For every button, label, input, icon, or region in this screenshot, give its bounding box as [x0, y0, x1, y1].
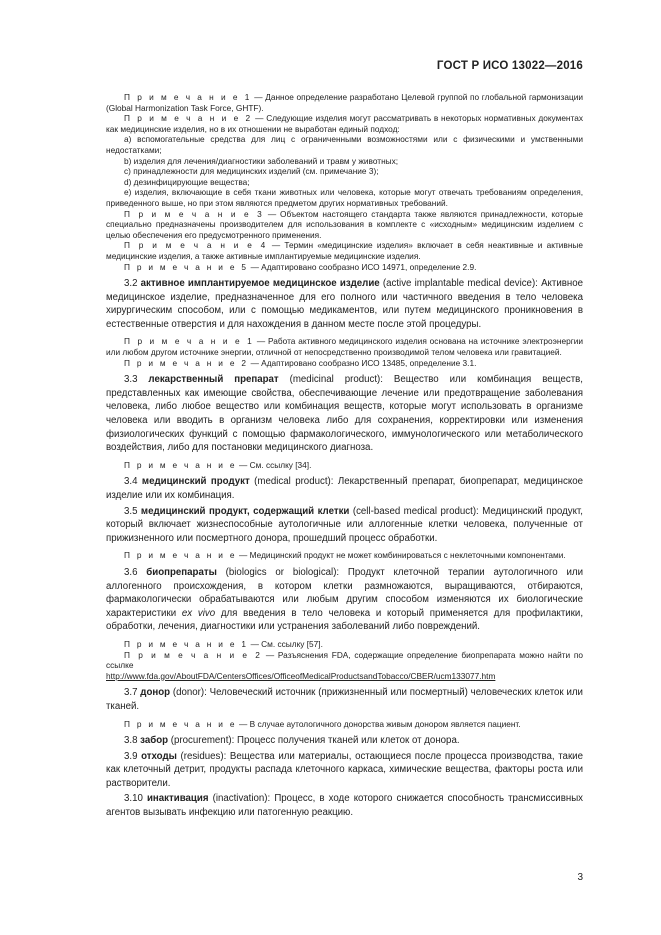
term-title: забор [140, 735, 169, 747]
note-label: П р и м е ч а н и е 3 [124, 208, 264, 219]
note-label: П р и м е ч а н и е [124, 718, 237, 729]
note-text: — Работа активного медицинского изделия основана на источнике электроэнергии или любом другом источнике энергии, отличной от непосредственно производимой телом человека или гравитацией. [106, 336, 583, 358]
term-number: 3.7 [124, 687, 141, 699]
list-item: b) изделия для лечения/диагностики заболеваний и травм у животных; [124, 155, 399, 166]
definition-3-7 [106, 686, 583, 713]
term-number: 3.4 [124, 476, 142, 488]
term-text: (donor): Человеческий источник (прижизненный или посмертный) человеческих клеток или тканей. [106, 687, 583, 712]
note-text: — Следующие изделия могут рассматривать в некоторых нормативных документах как медицинские изделия, но в их отношении не выработан единый подход: [106, 113, 583, 134]
term-number: 3.8 [124, 735, 141, 747]
term-text: (biologics or biological): Продукт клеточной терапии аутологичного или аллогенного происхождения, в котором клетки размножаются, выращиваются, отбираются, фармакологически обрабатываются или любым другим способом изменяются их биологические характеристики [106, 566, 583, 619]
note-text: — Данное определение разработано Целевой группой по глобальной гармонизации (Global Harmonization Task Force, GHTF). [106, 92, 583, 113]
note-text: — Медицинский продукт не может комбинироваться с неклеточными компонентами. [236, 550, 566, 561]
note-label: П р и м е ч а н и е 5 [124, 261, 249, 272]
term-title: медицинский продукт [141, 476, 250, 488]
term-text: (residues): Вещества или материалы, остающиеся после процесса производства, такие как клеточный детрит, продукты распада клеточного каркаса, химические вещества, факторы роста или растворители. [106, 750, 583, 789]
definition-3-4 [106, 475, 583, 502]
term-text: (active implantable medical device): Активное медицинское изделие, предназначенное для его полного или частичного введения в тело человека хирургическим способом, или с помощью медикаментов, или путем медицинского проникновения в естественные отверстия и для нахождения в данном месте после этой процедуры. [106, 278, 583, 330]
term-number: 3.5 [124, 505, 141, 517]
term-title: активное имплантируемое медицинское изделие [140, 278, 380, 290]
page-number: 3 [577, 872, 583, 883]
term-title: биопрепараты [146, 566, 217, 578]
note-text: — Адаптировано сообразно ИСО 14971, определение 2.9. [248, 261, 477, 272]
definition-3-3 [106, 373, 583, 455]
term-number: 3.3 [124, 374, 149, 386]
note-text: — Разъяснения FDA, содержащие определение биопрепарата можно найти по ссылке [106, 649, 583, 671]
note-label: П р и м е ч а н и е 2 [124, 357, 249, 368]
note [106, 209, 583, 241]
note [106, 113, 583, 134]
note-text: — Адаптировано сообразно ИСО 13485, определение 3.1. [248, 357, 477, 368]
definition-3-10 [106, 792, 583, 819]
term-title: отходы [141, 750, 177, 762]
note [106, 550, 583, 561]
note-label: П р и м е ч а н и е 2 [124, 113, 253, 124]
term-text: (cell-based medical product): Медицинский продукт, который включает жизнеспособные аутологичные или аллогенные клетки человека, полученные от прижизненного или посмертного донора, прошедший процесс обработки. [106, 505, 583, 544]
list-item: c) принадлежности для медицинских изделий (см. примечание 3); [124, 166, 379, 177]
list-item: d) дезинфицирующие вещества; [124, 176, 250, 187]
term-title: донор [140, 687, 171, 699]
note [106, 650, 583, 671]
note [106, 92, 583, 113]
definition-3-8 [106, 734, 583, 748]
note-text: — В случае аутологичного донорства живым донором является пациент. [236, 718, 521, 729]
note-label: П р и м е ч а н и е [124, 550, 237, 561]
note-label: П р и м е ч а н и е 1 [124, 92, 252, 102]
note [106, 240, 583, 261]
term-number: 3.9 [124, 750, 142, 762]
term-title: лекарственный препарат [148, 374, 279, 386]
note-text: — Объектом настоящего стандарта также являются принадлежности, которые специально предназначены производителем для использования в комплекте с «исходным» медицинским изделием с целью обеспечения его предусмотренного применения. [106, 208, 584, 240]
note-label: П р и м е ч а н и е 1 [124, 638, 249, 649]
note-label: П р и м е ч а н и е 2 [124, 649, 263, 660]
standard-header: ГОСТ Р ИСО 13022—2016 [436, 60, 583, 72]
term-number: 3.10 [124, 793, 147, 805]
term-title: инактивация [146, 793, 209, 805]
definition-3-5 [106, 505, 583, 546]
note [106, 460, 583, 471]
note [106, 358, 583, 369]
definition-3-9 [106, 750, 583, 791]
note [106, 262, 583, 273]
definition-3-6 [106, 566, 583, 634]
term-number: 3.6 [124, 566, 147, 578]
term-text: для введения в тело человека и который применяется для профилактики, обработки, лечения, диагностики или устранения заболеваний либо повреждений. [106, 607, 584, 633]
note-label: П р и м е ч а н и е [124, 459, 237, 470]
term-text: (medicinal product): Вещество или комбинация веществ, представленных как имеющие свойства, обеспечивающие лечение или предотвращение заболевания человека, либо любое вещество или комбинация веществ, которые могут использовать в организме человека или вводить в организм человека либо для сохранения, корректировки или изменения физиологических функций с помощью фармакологического, иммунологического или метаболического воздействия, либо для постановки медицинского диагноза. [106, 374, 583, 454]
term-number: 3.2 [124, 278, 141, 290]
term-title: медицинский продукт, содержащий клетки [140, 505, 350, 517]
definition-3-2 [106, 277, 583, 331]
note [106, 719, 583, 730]
term-italic: ex vivo [181, 607, 216, 619]
note-text: — См. ссылку [34]. [236, 459, 312, 470]
term-text: (inactivation): Процесс, в ходе которого снижается способность трансмиссивных агентов вызывать инфекцию или патогенную реакцию. [106, 793, 584, 819]
note [106, 639, 583, 650]
note-label: П р и м е ч а н и е 1 [124, 336, 254, 347]
term-text: (procurement): Процесс получения тканей или клеток от донора. [168, 735, 460, 747]
note-label: П р и м е ч а н и е 4 [124, 240, 268, 251]
note-text: — См. ссылку [57]. [248, 638, 323, 649]
page-content [106, 92, 583, 820]
list-item: a) вспомогательные средства для лиц с ограниченными возможностями или с физическими и умственными недостатками; [106, 134, 583, 155]
note-text: — Термин «медицинские изделия» включает в себя неактивные и активные медицинские изделия, а также активные имплантируемые медицинские изделия. [106, 240, 583, 261]
note [106, 336, 583, 357]
fda-link[interactable]: http://www.fda.gov/AboutFDA/CentersOffices/OfficeofMedicalProductsandTobacco/CBER/ucm133077.htm [106, 670, 496, 681]
list-item: e) изделия, включающие в себя ткани животных или человека, которые могут отвечать требованиям определения, приведенного выше, но при этом являются предметом других нормативных требований. [106, 187, 583, 208]
term-text: (medical product): Лекарственный препарат, биопрепарат, медицинское изделие или их комбинация. [106, 476, 583, 501]
link-line [106, 671, 583, 682]
